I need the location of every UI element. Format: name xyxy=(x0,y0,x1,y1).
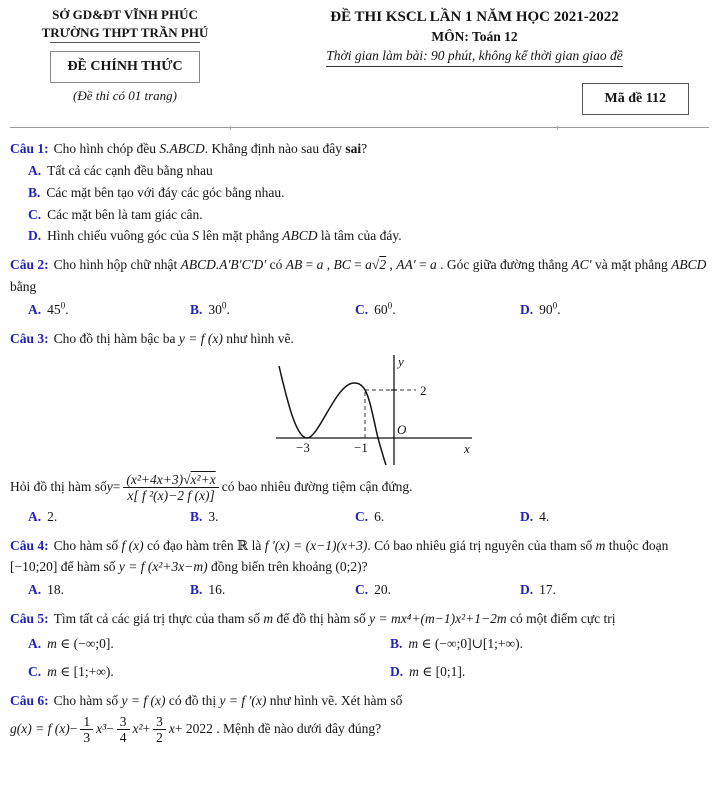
option-1C xyxy=(28,204,709,226)
option-1D-letter: D. xyxy=(28,228,42,244)
option-4C-letter: C. xyxy=(355,582,369,598)
org-line1: SỞ GD&ĐT VĨNH PHÚC xyxy=(52,7,198,22)
option-5A xyxy=(28,633,390,655)
header-right xyxy=(240,6,709,115)
option-2A-text: $45^0$. xyxy=(47,300,69,318)
org-underline xyxy=(50,42,200,43)
question-4-options xyxy=(10,579,709,601)
question-1 xyxy=(10,138,709,247)
option-3C xyxy=(355,506,520,528)
exam-duration: Thời gian làm bài: 90 phút, không kể thời gian giao đề xyxy=(326,48,622,67)
option-2C-letter: C. xyxy=(355,302,369,318)
question-6-formula-text: g(x) = f (x) − $\frac{1}{3}$ x³ − $\frac{3}{4}$ x² + $\frac{3}{2}$ x + 2022 . Mệnh đề nào dưới đây đúng? xyxy=(10,713,382,746)
header-separator xyxy=(10,127,709,128)
question-3-text: Cho đồ thị hàm bậc ba y = f (x) như hình vẽ. xyxy=(53,330,294,346)
option-4D xyxy=(520,579,709,601)
question-2-label: Câu 2: xyxy=(10,257,49,273)
question-6-text: Cho hàm số y = f (x) có đồ thị y = f ′(x) như hình vẽ. Xét hàm số xyxy=(53,692,403,708)
option-5C xyxy=(28,661,390,683)
option-5A-letter: A. xyxy=(28,636,42,652)
option-5A-text: m ∈ (−∞;0]. xyxy=(47,636,114,652)
graph-x-axis-label: x xyxy=(464,440,470,456)
option-3A xyxy=(28,506,190,528)
graph-ytick-2: 2 xyxy=(420,382,427,398)
question-4-label: Câu 4: xyxy=(10,537,49,553)
question-1-options xyxy=(10,160,709,247)
option-5B-letter: B. xyxy=(390,636,403,652)
separator-tick xyxy=(557,126,558,130)
option-1A xyxy=(28,160,709,182)
option-4C xyxy=(355,579,520,601)
option-3D-text: 4. xyxy=(539,508,550,524)
graph-xtick-minus3: −3 xyxy=(296,439,310,455)
question-2-text: Cho hình hộp chữ nhật ABCD.A′B′C′D′ có AB = a , BC = a√2 , AA′ = a . Góc giữa đường thẳng AC′ và mặt phẳng ABCD bằng xyxy=(10,257,707,295)
question-6-label: Câu 6: xyxy=(10,692,49,708)
question-1-label: Câu 1: xyxy=(10,141,49,156)
option-3B xyxy=(190,506,355,528)
option-2A xyxy=(28,299,190,321)
option-5D-letter: D. xyxy=(390,663,404,679)
question-5 xyxy=(10,608,709,683)
option-1D xyxy=(28,225,709,247)
graph-y-axis-label: y xyxy=(398,353,404,369)
question-3-ask xyxy=(10,472,709,504)
header-left xyxy=(10,6,240,115)
question-3-label: Câu 3: xyxy=(10,330,49,346)
option-4D-letter: D. xyxy=(520,582,534,598)
option-4D-text: 17. xyxy=(539,582,556,598)
option-1C-text: Các mặt bên là tam giác cân. xyxy=(47,206,203,222)
option-3D xyxy=(520,506,709,528)
option-3C-letter: C. xyxy=(355,508,369,524)
option-3C-text: 6. xyxy=(374,508,385,524)
graph-xtick-minus1: −1 xyxy=(354,439,368,455)
option-5D-text: m ∈ [0;1]. xyxy=(409,663,466,679)
option-2C-text: $60^0$. xyxy=(374,300,396,318)
option-3B-letter: B. xyxy=(190,508,203,524)
option-3D-letter: D. xyxy=(520,508,534,524)
header xyxy=(10,6,709,115)
option-2D-text: $90^0$. xyxy=(539,300,561,318)
option-3B-text: 3. xyxy=(208,508,219,524)
question-2-options xyxy=(10,299,709,321)
exam-title: ĐỀ THI KSCL LẦN 1 NĂM HỌC 2021-2022 xyxy=(330,9,619,25)
option-2B-letter: B. xyxy=(190,302,203,318)
option-5C-text: m ∈ [1;+∞). xyxy=(47,663,114,679)
option-4A-letter: A. xyxy=(28,582,42,598)
question-6-formula xyxy=(10,714,709,746)
option-2B-text: $30^0$. xyxy=(208,300,230,318)
option-2D xyxy=(520,299,709,321)
option-2B xyxy=(190,299,355,321)
option-3A-text: 2. xyxy=(47,508,58,524)
option-4B-letter: B. xyxy=(190,582,203,598)
option-4B-text: 16. xyxy=(208,582,226,598)
question-list xyxy=(10,138,709,746)
separator-tick xyxy=(230,126,231,130)
question-5-text: Tìm tất cả các giá trị thực của tham số m để đồ thị hàm số y = mx⁴+(m−1)x²+1−2m có một điểm cực trị xyxy=(53,611,616,627)
option-4A-text: 18. xyxy=(47,582,64,598)
option-1D-text: Hình chiếu vuông góc của S lên mặt phẳng ABCD là tâm của đáy. xyxy=(47,228,402,244)
official-exam-box: ĐỀ CHÍNH THỨC xyxy=(50,51,199,83)
option-1A-letter: A. xyxy=(28,162,42,178)
question-3-options xyxy=(10,506,709,528)
option-3A-letter: A. xyxy=(28,508,42,524)
pages-note: (Đề thi có 01 trang) xyxy=(73,88,177,104)
option-2C xyxy=(355,299,520,321)
option-1A-text: Tất cả các cạnh đều bằng nhau xyxy=(47,162,213,178)
org-line2: TRƯỜNG THPT TRẦN PHÚ xyxy=(41,24,209,40)
option-4B xyxy=(190,579,355,601)
option-4A xyxy=(28,579,190,601)
option-5B-text: m ∈ (−∞;0]∪[1;+∞). xyxy=(408,636,524,652)
option-2A-letter: A. xyxy=(28,302,42,318)
question-5-options xyxy=(10,633,709,683)
exam-subject: MÔN: Toán 12 xyxy=(431,29,518,44)
option-1B xyxy=(28,182,709,204)
question-5-label: Câu 5: xyxy=(10,611,49,627)
option-1B-text: Các mặt bên tạo với đáy các góc bằng nhau. xyxy=(46,184,285,200)
question-2 xyxy=(10,254,709,321)
exam-code-box: Mã đề 112 xyxy=(582,83,689,115)
question-4-text: Cho hàm số f (x) có đạo hàm trên ℝ là f ′(x) = (x−1)(x+3). Có bao nhiêu giá trị nguyên của tham số m thuộc đoạn [−10;20] để hàm số y = f (x²+3x−m) đồng biến trên khoảng (0;2)? xyxy=(10,537,669,575)
option-5B xyxy=(390,633,709,655)
question-3 xyxy=(10,328,709,528)
cubic-function-graph xyxy=(276,352,478,470)
option-4C-text: 20. xyxy=(374,582,391,598)
question-6 xyxy=(10,690,709,746)
option-2D-letter: D. xyxy=(520,302,534,318)
option-5C-letter: C. xyxy=(28,663,42,679)
question-4 xyxy=(10,535,709,602)
option-5D xyxy=(390,661,709,683)
question-1-text: Cho hình chóp đều S.ABCD. Khẳng định nào sau đây sai? xyxy=(53,141,368,156)
graph-origin-label: O xyxy=(397,421,407,437)
code-box-wrap xyxy=(240,83,709,115)
option-1B-letter: B. xyxy=(28,184,41,200)
question-3-ask-text: Hỏi đồ thị hàm số y = $\frac{\text{(x²+4x+3)√x²+x}}{\text{x[ f ²(x)−2 f (x)]}}$ có bao nhiêu đường tiệm cận đứng. xyxy=(10,471,413,504)
option-1C-letter: C. xyxy=(28,206,42,222)
